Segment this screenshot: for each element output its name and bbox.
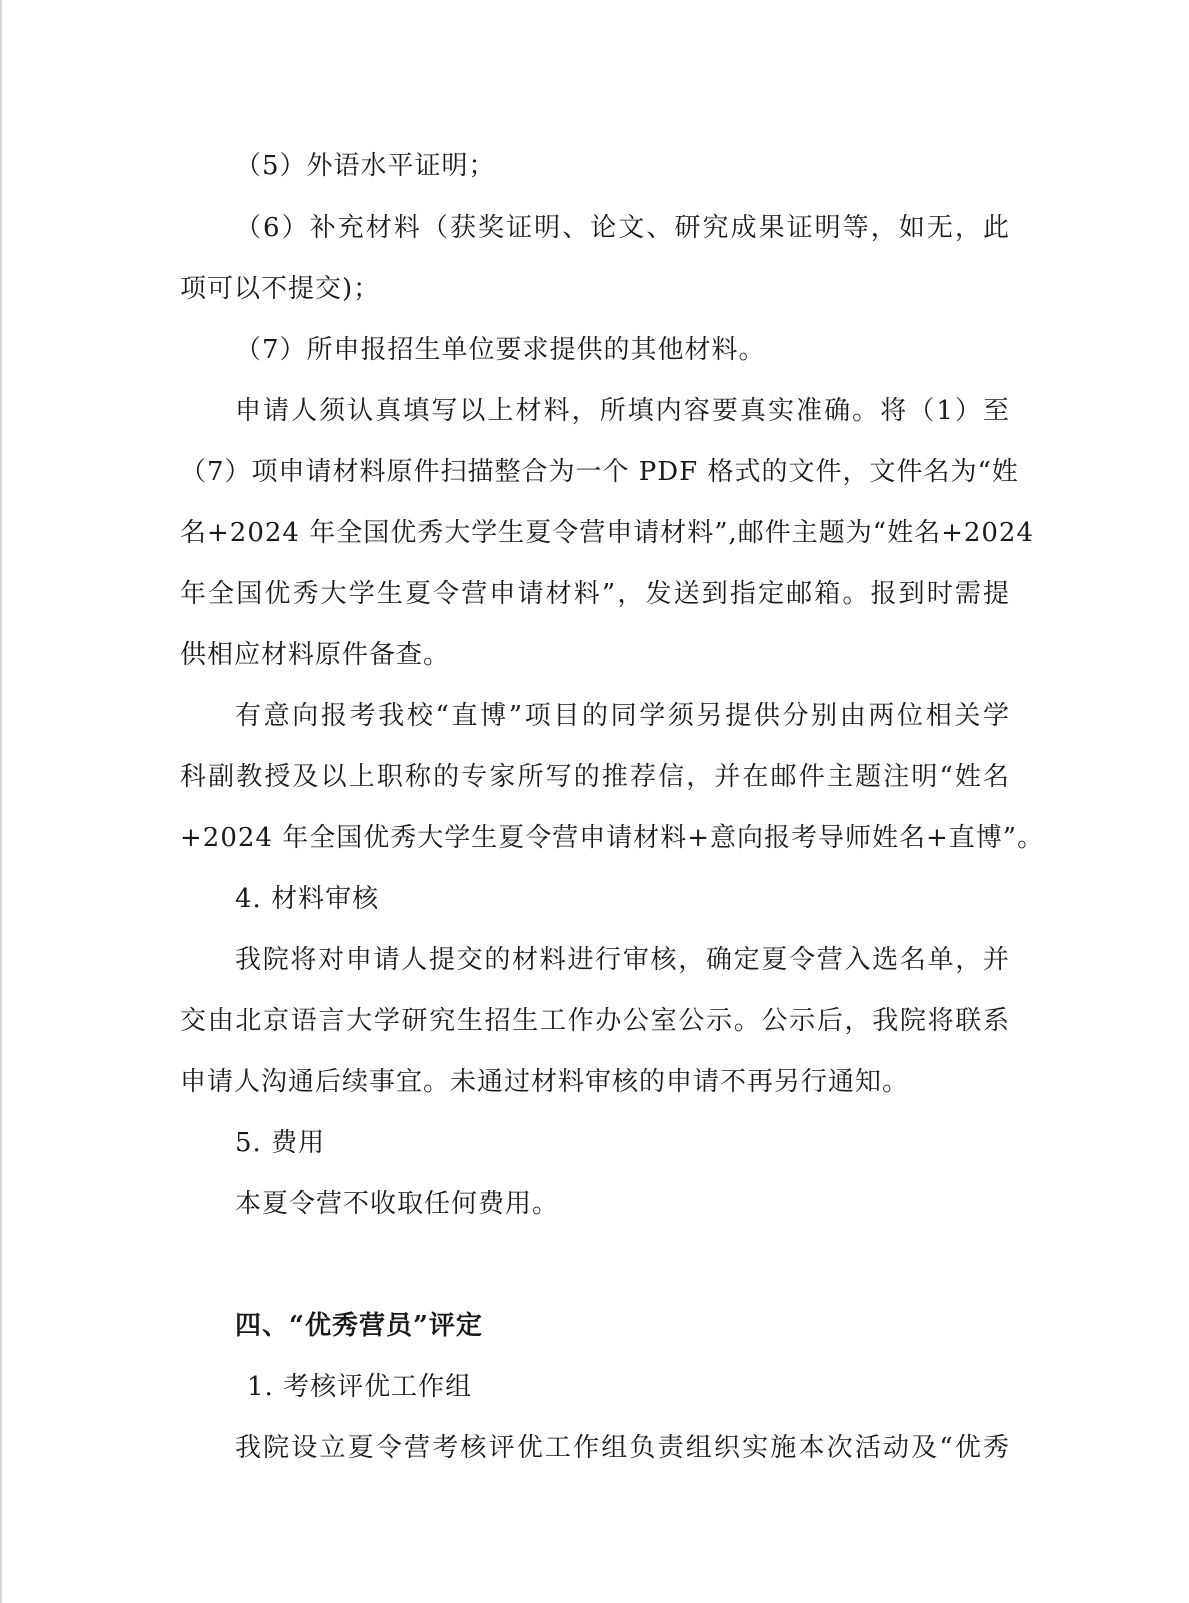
list-item-5: （5）外语水平证明； bbox=[235, 151, 496, 181]
paragraph-review-line-2: 交由北京语言大学研究生招生工作办公室公示。公示后，我院将联系 bbox=[180, 1006, 1010, 1036]
paragraph-application-line-2: （7）项申请材料原件扫描整合为一个 PDF 格式的文件，文件名为“姓 bbox=[180, 457, 1019, 487]
paragraph-application-line-3: 名+2024 年全国优秀大学生夏令营申请材料”,邮件主题为“姓名+2024 bbox=[180, 518, 1035, 548]
paragraph-evaluation-line-1: 我院设立夏令营考核评优工作组负责组织实施本次活动及“优秀 bbox=[235, 1433, 1010, 1463]
list-item-7: （7）所申报招生单位要求提供的其他材料。 bbox=[235, 335, 766, 365]
paragraph-review-line-3: 申请人沟通后续事宜。未通过材料审核的申请不再另行通知。 bbox=[180, 1067, 910, 1097]
list-item-6-line-1: （6）补充材料（获奖证明、论文、研究成果证明等，如无，此 bbox=[235, 213, 1010, 243]
paragraph-application-line-5: 供相应材料原件备查。 bbox=[180, 640, 451, 670]
paragraph-review-line-1: 我院将对申请人提交的材料进行审核，确定夏令营入选名单，并 bbox=[235, 945, 1010, 975]
section-heading-evaluation-group: 1. 考核评优工作组 bbox=[247, 1372, 473, 1402]
page-left-border bbox=[0, 0, 2, 1603]
paragraph-fees: 本夏令营不收取任何费用。 bbox=[235, 1189, 560, 1219]
list-item-6-line-2: 项可以不提交)； bbox=[180, 274, 381, 304]
paragraph-application-line-4: 年全国优秀大学生夏令营申请材料”，发送到指定邮箱。报到时需提 bbox=[180, 579, 1010, 609]
section-heading-fees: 5. 费用 bbox=[235, 1128, 326, 1158]
chapter-heading-excellent-camper: 四、“优秀营员”评定 bbox=[235, 1311, 483, 1341]
section-heading-material-review: 4. 材料审核 bbox=[235, 884, 380, 914]
paragraph-application-line-1: 申请人须认真填写以上材料，所填内容要真实准确。将（1）至 bbox=[235, 396, 1010, 426]
paragraph-direct-phd-line-2: 科副教授及以上职称的专家所写的推荐信，并在邮件主题注明“姓名 bbox=[180, 762, 1010, 792]
paragraph-direct-phd-line-1: 有意向报考我校“直博”项目的同学须另提供分别由两位相关学 bbox=[235, 701, 1010, 731]
paragraph-direct-phd-line-3: +2024 年全国优秀大学生夏令营申请材料+意向报考导师姓名+直博”。 bbox=[180, 823, 1045, 853]
